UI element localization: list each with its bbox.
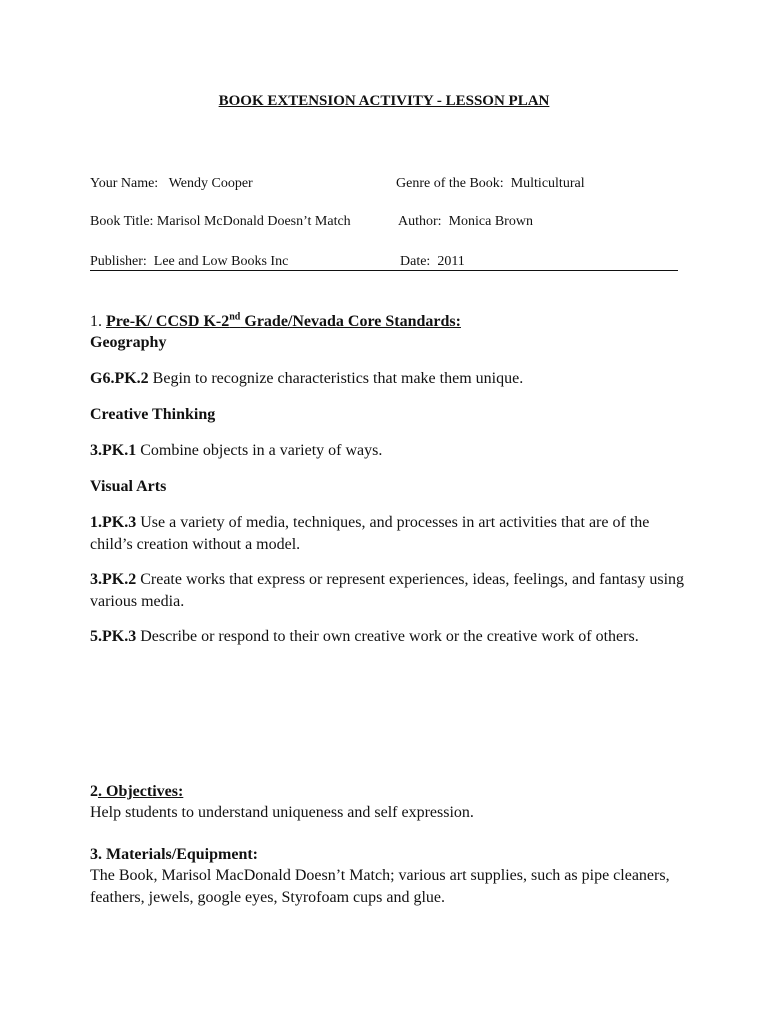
standard-text: Describe or respond to their own creative work or the creative work of others. — [136, 628, 639, 645]
objectives-text: Help students to understand uniqueness and self expression. — [90, 804, 474, 821]
genre-row — [396, 176, 585, 192]
objectives-number: 2 — [90, 783, 98, 800]
header-divider — [90, 270, 678, 271]
materials-heading: 3. Materials/Equipment: — [90, 846, 258, 863]
section1-title-sup: nd — [229, 311, 241, 323]
objectives-heading — [90, 783, 183, 801]
publisher-row — [90, 254, 288, 270]
section1-title — [106, 313, 461, 330]
standard-text: Begin to recognize characteristics that make them unique. — [148, 370, 524, 387]
standard-5pk3 — [90, 626, 690, 648]
creative-thinking-heading: Creative Thinking — [90, 406, 216, 423]
section1-title-part1: Pre-K/ CCSD K-2 — [106, 313, 230, 330]
publisher-value: Lee and Low Books Inc — [153, 254, 289, 269]
date-label: Date: — [400, 254, 431, 269]
visual-arts-heading: Visual Arts — [90, 478, 167, 495]
standard-code: 3.PK.1 — [90, 442, 137, 459]
standard-code: 3.PK.2 — [90, 571, 137, 588]
standard-text: Create works that express or represent experiences, ideas, feelings, and fantasy using various media. — [90, 571, 685, 610]
genre-label: Genre of the Book: — [396, 176, 504, 191]
genre-value: Multicultural — [510, 176, 585, 191]
section1-title-part2: Grade/Nevada Core Standards: — [240, 313, 461, 330]
date-value: 2011 — [437, 254, 465, 269]
standard-3pk2 — [90, 569, 690, 613]
standard-g6pk2 — [90, 370, 523, 388]
standard-text: Use a variety of media, techniques, and processes in art activities that are of the child’s creation without a model. — [90, 514, 650, 553]
geography-heading: Geography — [90, 334, 167, 351]
author-label: Author: — [398, 214, 442, 229]
standard-text: Combine objects in a variety of ways. — [136, 442, 383, 459]
author-value: Monica Brown — [448, 214, 533, 229]
author-row — [398, 214, 533, 230]
standard-code: G6.PK.2 — [90, 370, 149, 387]
standard-code: 5.PK.3 — [90, 628, 137, 645]
section1-number: 1. — [90, 313, 102, 330]
your-name-value: Wendy Cooper — [168, 176, 253, 191]
objectives-title: . Objectives: — [98, 783, 184, 800]
standard-3pk1 — [90, 442, 382, 460]
materials-text: The Book, Marisol MacDonald Doesn’t Match; various art supplies, such as pipe cleaners, feathers, jewels, google eyes, Styrofoam cups and glue. — [90, 867, 670, 906]
document-title: BOOK EXTENSION ACTIVITY - LESSON PLAN — [218, 93, 550, 109]
standard-code: 1.PK.3 — [90, 514, 137, 531]
section1-heading — [90, 313, 461, 331]
your-name-row — [90, 176, 253, 192]
publisher-label: Publisher: — [90, 254, 147, 269]
book-title-value: Marisol McDonald Doesn’t Match — [156, 214, 351, 229]
book-title-label: Book Title: — [90, 214, 154, 229]
book-title-row — [90, 214, 351, 230]
date-row — [400, 254, 465, 270]
your-name-label: Your Name: — [90, 176, 159, 191]
standard-1pk3 — [90, 512, 690, 556]
